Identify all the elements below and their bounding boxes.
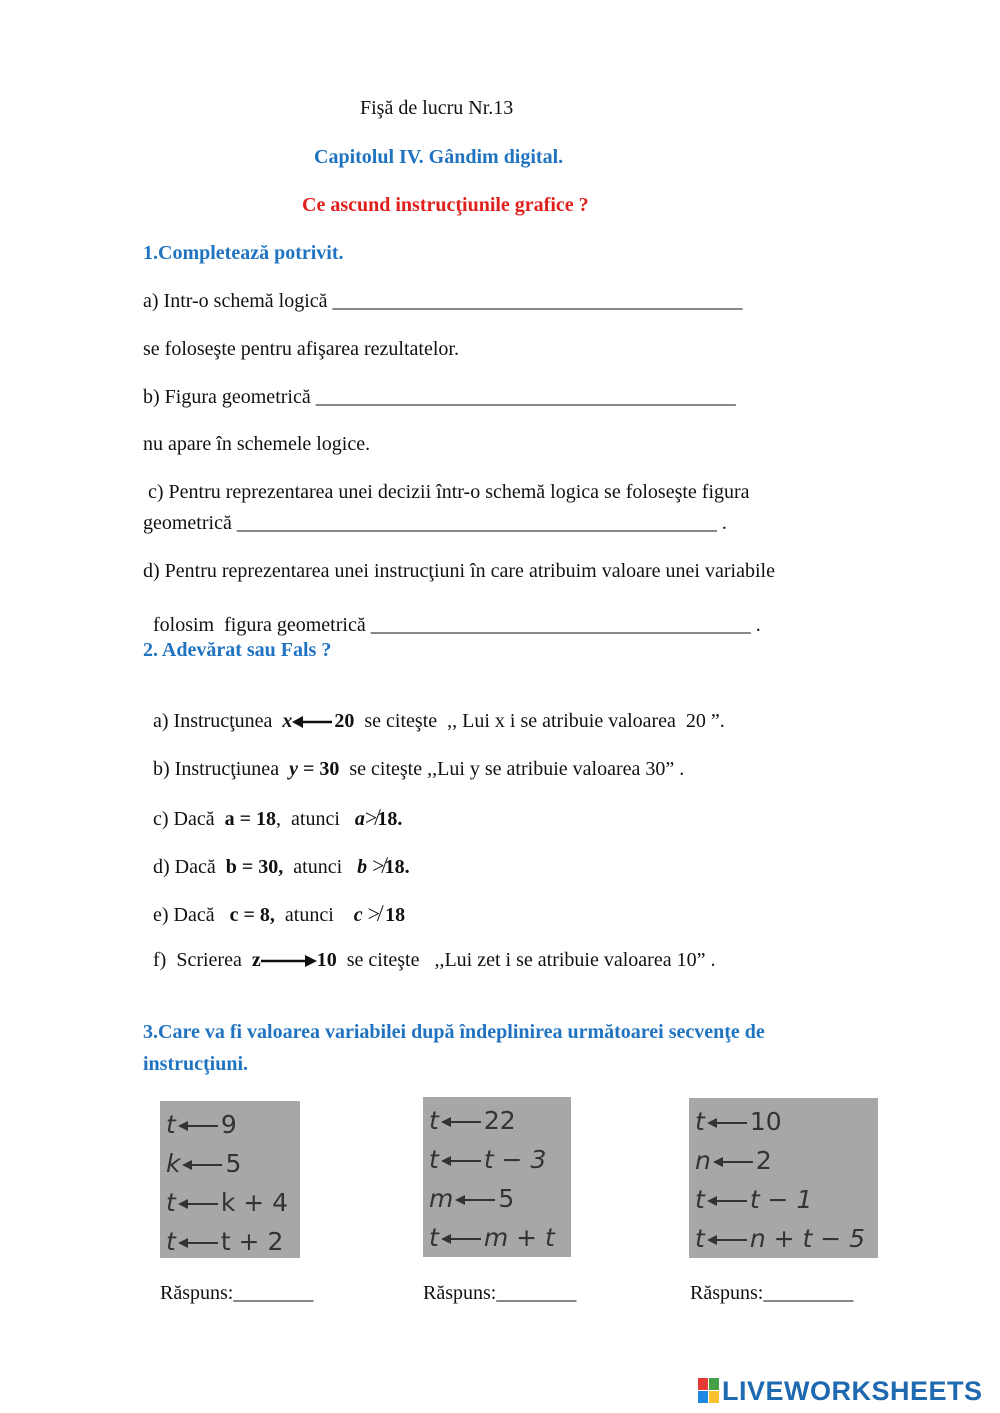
ex1-item-a [143, 290, 743, 313]
seq-expr: n + t − 5 [749, 1224, 866, 1253]
assign-left-arrow-icon [713, 1154, 753, 1170]
seq-var: t [695, 1185, 705, 1214]
assign-left-arrow-icon [182, 1157, 222, 1173]
ex2-e-text: e) Dacă [153, 904, 230, 926]
ex2-c-then: , atunci [276, 808, 355, 830]
ex2-c-condition: a = 18 [224, 808, 277, 830]
sequence-line [166, 1222, 294, 1261]
sequence-line [429, 1179, 565, 1218]
ex2-heading: 2. Adevărat sau Fals ? [143, 639, 332, 661]
sequence-line [166, 1105, 294, 1144]
sequence-line [695, 1102, 872, 1141]
ex2-a-text: a) Instrucţunea [153, 710, 283, 732]
ex1-item-b [143, 386, 736, 409]
worksheet-title: Fişă de lucru Nr.13 [360, 97, 514, 119]
assign-left-arrow-icon [292, 715, 334, 729]
assign-left-arrow-icon [441, 1153, 481, 1169]
ex1-d-line1: d) Pentru reprezentarea unei instrucţiuni în care atribuim valoare unei variabile [143, 560, 775, 582]
right-arrow-icon [261, 954, 317, 968]
seq-expr: t − 1 [749, 1185, 813, 1214]
seq-expr: t − 3 [483, 1145, 547, 1174]
seq-expr: 5 [225, 1149, 242, 1178]
sequence-line [695, 1219, 872, 1258]
seq-expr: t + 2 [220, 1227, 284, 1256]
ex2-a-reading: se citeşte ,, Lui x i se atribuie valoarea 20 ”. [354, 710, 725, 732]
ex1-c-blank[interactable]: ________________________________________________ [236, 512, 717, 534]
ex2-a-var: x [282, 710, 293, 732]
sequence-line [695, 1141, 872, 1180]
chapter-title: Capitolul IV. Gândim digital. [314, 146, 564, 168]
ex2-b-reading: se citeşte ,,Lui y se atribuie valoarea 30” . [339, 758, 685, 780]
sequence-line [166, 1183, 294, 1222]
ex2-b-var: y [289, 758, 298, 780]
ex2-d-value: 18. [384, 856, 410, 878]
ex1-b-continuation: nu apare în schemele logice. [143, 433, 371, 455]
ex2-e-value: 18 [385, 904, 406, 926]
assign-left-arrow-icon [441, 1114, 481, 1130]
ex2-b-value: = 30 [297, 758, 340, 780]
ex2-c-value: 18. [377, 808, 403, 830]
ex1-heading: 1.Completează potrivit. [143, 242, 344, 264]
sequence-1-image [160, 1101, 300, 1258]
ex2-a-value: 20 [334, 710, 355, 732]
seq-expr: 2 [755, 1146, 772, 1175]
answer-field-2[interactable]: Răspuns:________ [423, 1282, 577, 1304]
ex2-f-var: z [251, 949, 261, 971]
assign-left-arrow-icon [455, 1192, 495, 1208]
not-greater-icon: ≯ [372, 853, 385, 878]
ex1-a-text: a) Intr-o schemă logică [143, 290, 333, 312]
seq-var: k [166, 1149, 181, 1178]
seq-var: n [695, 1146, 711, 1175]
ex1-c-end: . [716, 512, 727, 534]
assign-left-arrow-icon [441, 1231, 481, 1247]
ex1-a-blank[interactable]: _________________________________________ [332, 290, 743, 312]
sequence-line [166, 1144, 294, 1183]
answer-field-3[interactable]: Răspuns:_________ [690, 1282, 854, 1304]
ex2-d-var: b [357, 856, 368, 878]
seq-var: t [429, 1106, 439, 1135]
seq-expr: 22 [483, 1106, 516, 1135]
ex1-item-d [143, 591, 761, 637]
ex2-c-text: c) Dacă [153, 808, 225, 830]
assign-left-arrow-icon [178, 1196, 218, 1212]
ex1-b-blank[interactable]: __________________________________________ [315, 386, 736, 408]
ex1-d-blank[interactable]: ______________________________________ [370, 614, 751, 636]
ex1-c-text: geometrică [143, 512, 237, 534]
ex2-e-then: atunci [274, 904, 354, 926]
answer-field-1[interactable]: Răspuns:________ [160, 1282, 314, 1304]
not-greater-icon: ≯ [367, 901, 381, 926]
assign-left-arrow-icon [707, 1232, 747, 1248]
seq-var: t [429, 1145, 439, 1174]
assign-left-arrow-icon [707, 1115, 747, 1131]
ex1-d-text: folosim figura geometrică [153, 614, 371, 636]
ex2-d-then: atunci [283, 856, 358, 878]
ex2-statement-e[interactable] [143, 878, 405, 927]
ex2-statement-b[interactable] [143, 735, 684, 781]
seq-var: t [695, 1107, 705, 1136]
ex1-c-line1: c) Pentru reprezentarea unei decizii într-o schemă logica se foloseşte figura [143, 481, 750, 503]
seq-expr: k + 4 [220, 1188, 289, 1217]
seq-expr: 5 [498, 1184, 515, 1213]
ex1-item-c [143, 512, 727, 535]
ex1-b-text: b) Figura geometrică [143, 386, 316, 408]
ex1-a-continuation: se foloseşte pentru afişarea rezultatelor. [143, 338, 459, 360]
seq-var: t [166, 1227, 176, 1256]
sequence-line [695, 1180, 872, 1219]
ex2-b-text: b) Instrucţiunea [153, 758, 290, 780]
ex2-d-condition: b = 30, [225, 856, 284, 878]
ex3-heading-line1: 3.Care va fi valoarea variabilei după îndeplinirea următoarei secvenţe de [143, 1021, 765, 1043]
sequence-line [429, 1218, 565, 1257]
sequence-2-image [423, 1097, 571, 1257]
sequence-line [429, 1140, 565, 1179]
seq-var: m [429, 1184, 454, 1213]
assign-left-arrow-icon [707, 1193, 747, 1209]
ex3-heading-line2: instrucţiuni. [143, 1053, 249, 1075]
not-greater-icon: ≯ [364, 805, 378, 830]
assign-left-arrow-icon [178, 1118, 218, 1134]
ex2-e-condition: c = 8, [229, 904, 275, 926]
ex2-statement-d[interactable] [143, 830, 410, 879]
seq-var: t [429, 1223, 439, 1252]
ex2-d-text: d) Dacă [153, 856, 226, 878]
seq-var: t [166, 1110, 176, 1139]
liveworksheets-logo-icon [698, 1378, 720, 1404]
assign-left-arrow-icon [178, 1235, 218, 1251]
seq-expr: 9 [220, 1110, 237, 1139]
ex2-f-text: f) Scrierea [153, 949, 252, 971]
seq-var: t [166, 1188, 176, 1217]
ex2-f-value: 10 [316, 949, 337, 971]
ex2-statement-c[interactable] [143, 782, 402, 831]
ex1-d-end: . [750, 614, 761, 636]
sequence-line [429, 1101, 565, 1140]
ex2-statement-a[interactable] [143, 687, 725, 733]
ex2-c-var: a [354, 808, 365, 830]
seq-expr: 10 [749, 1107, 782, 1136]
seq-var: t [695, 1224, 705, 1253]
seq-expr: m + t [483, 1223, 555, 1252]
ex2-f-reading: se citeşte ,,Lui zet i se atribuie valoarea 10” . [336, 949, 716, 971]
worksheet-subtitle: Ce ascund instrucţiunile grafice ? [302, 194, 589, 216]
ex2-e-var: c [353, 904, 363, 926]
sequence-3-image [689, 1098, 878, 1258]
liveworksheets-brand: LIVEWORKSHEETS [722, 1376, 983, 1406]
ex2-statement-f[interactable] [143, 926, 715, 972]
